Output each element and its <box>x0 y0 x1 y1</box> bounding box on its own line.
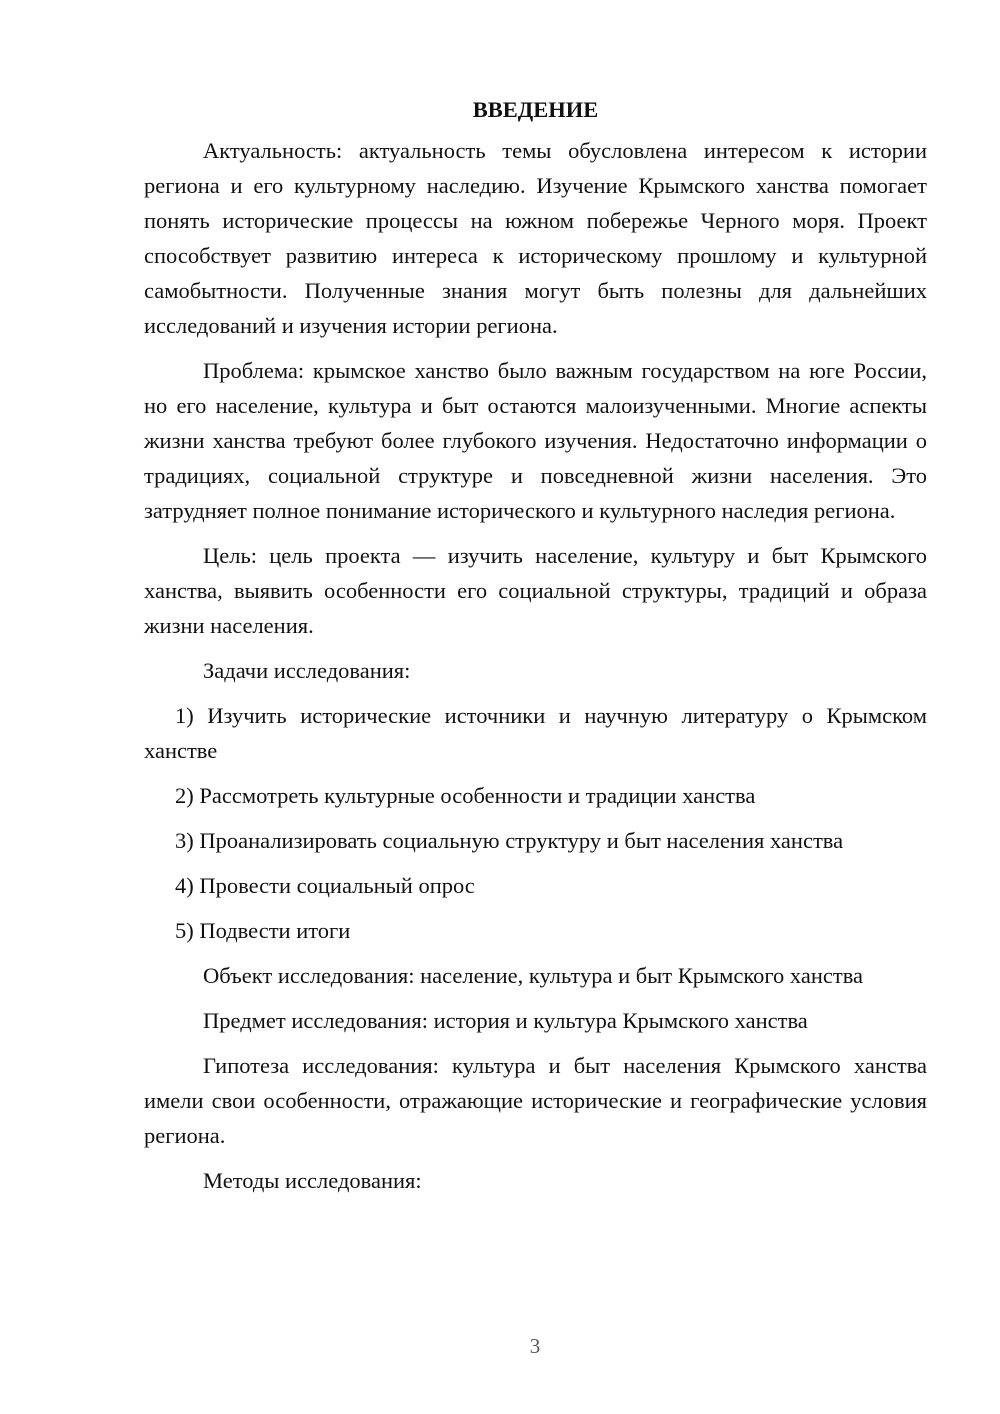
task-item-2: 2) Рассмотреть культурные особенности и традиции ханства <box>175 783 756 808</box>
page-number: 3 <box>529 1334 541 1358</box>
task-item-3: 3) Проанализировать социальную структуру и быт населения ханства <box>175 828 844 853</box>
tasks-heading: Задачи исследования: <box>203 658 411 683</box>
task-item-4: 4) Провести социальный опрос <box>175 873 475 898</box>
task-item-5: 5) Подвести итоги <box>175 918 351 943</box>
paragraph-object: Объект исследования: население, культура и быт Крымского ханства <box>203 963 864 988</box>
document-page <box>144 92 927 1198</box>
paragraph-relevance: Актуальность: актуальность темы обусловлена интересом к истории региона и его культурному наследию. Изучение Крымского ханства помогает понять исторические процессы на южном побережье Черного моря. Проект способствует развитию интереса к историческому прошлому и культурной самобытности. Полученные знания могут быть полезны для дальнейших исследований и изучения истории региона. <box>144 138 927 338</box>
paragraph-problem: Проблема: крымское ханство было важным государством на юге России, но его население, культура и быт остаются малоизученными. Многие аспекты жизни ханства требуют более глубокого изучения. Недостаточно информации о традициях, социальной структуре и повседневной жизни населения. Это затрудняет полное понимание исторического и культурного наследия региона. <box>144 358 927 523</box>
paragraph-subject: Предмет исследования: история и культура Крымского ханства <box>203 1008 808 1033</box>
document-title: ВВЕДЕНИЕ <box>472 97 599 122</box>
paragraph-methods: Методы исследования: <box>203 1168 422 1193</box>
task-item-1: 1) Изучить исторические источники и научную литературу о Крымском ханстве <box>144 703 927 763</box>
paragraph-goal: Цель: цель проекта — изучить население, культуру и быт Крымского ханства, выявить особенности его социальной структуры, традиций и образа жизни населения. <box>144 543 927 638</box>
paragraph-hypothesis: Гипотеза исследования: культура и быт населения Крымского ханства имели свои особенности, отражающие исторические и географические условия региона. <box>144 1053 927 1148</box>
